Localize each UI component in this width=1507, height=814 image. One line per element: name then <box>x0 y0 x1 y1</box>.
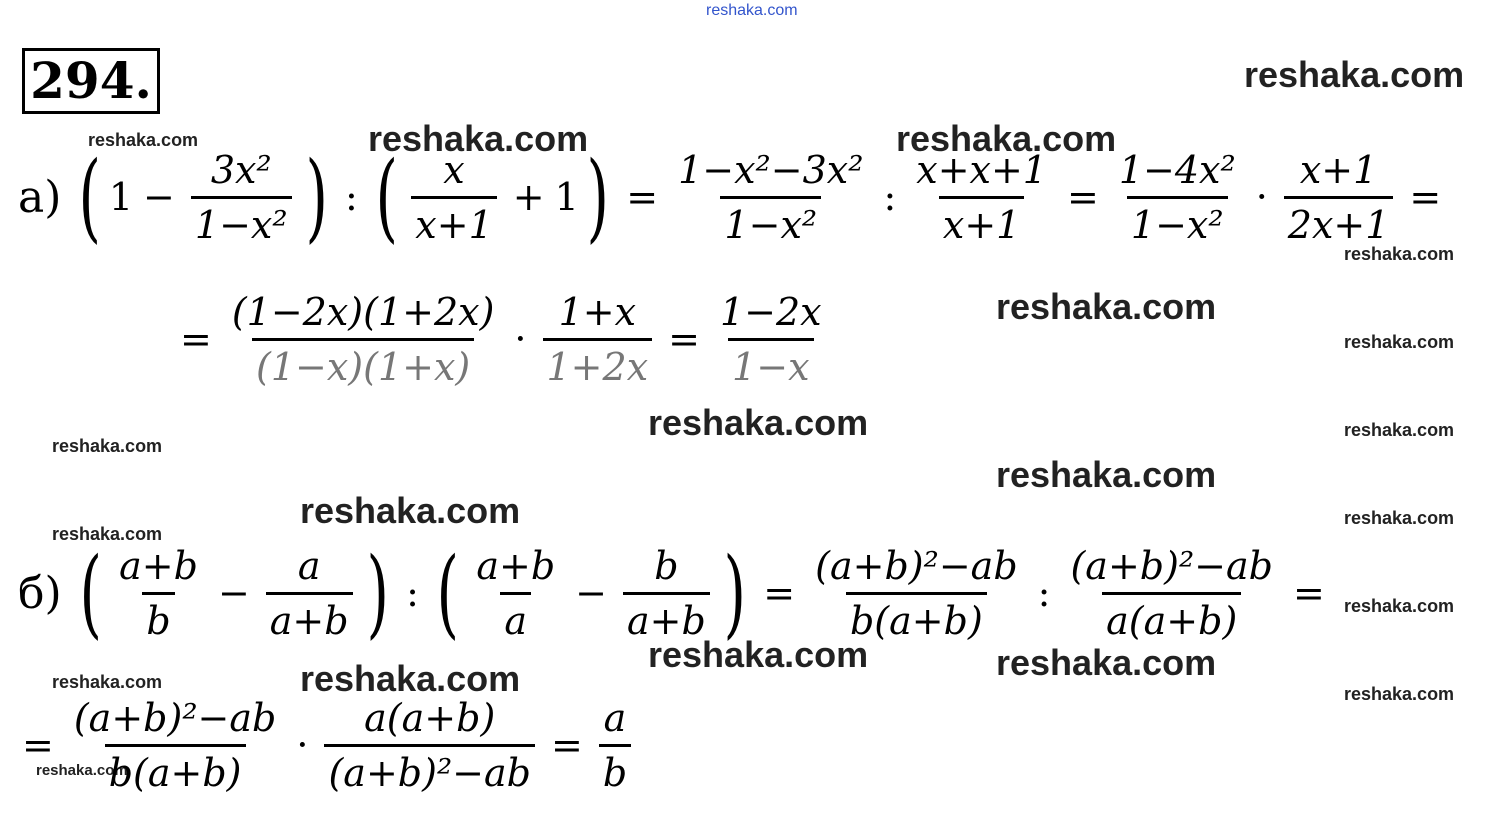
fraction <box>811 544 1022 643</box>
fraction <box>70 696 281 795</box>
numerator: (a+b)²−ab <box>815 543 1018 588</box>
denominator: 2x+1 <box>1284 196 1394 247</box>
fraction <box>599 696 631 795</box>
watermark: reshaka.com <box>648 634 869 675</box>
watermark: reshaka.com <box>896 118 1117 159</box>
plus-sign: + <box>512 175 545 219</box>
fraction <box>912 148 1051 247</box>
fraction <box>411 148 496 247</box>
watermark: reshaka.com <box>1344 684 1455 704</box>
numerator: 1−x²−3x² <box>678 147 864 192</box>
denominator: a <box>500 592 531 643</box>
watermark: reshaka.com <box>300 490 521 531</box>
fraction <box>1284 148 1394 247</box>
numerator: (a+b)²−ab <box>73 695 277 740</box>
equals-sign: = <box>1293 571 1325 615</box>
part-b-label: б) <box>18 567 62 619</box>
denominator: (1−x)(1+x) <box>252 338 474 389</box>
paren-close: ) <box>305 141 328 253</box>
paren-open: ( <box>436 537 459 649</box>
denominator: (a+b)²−ab <box>324 744 535 795</box>
denominator: b(a+b) <box>846 592 987 643</box>
equals-sign: = <box>626 175 659 219</box>
colon-sign: : <box>406 571 419 615</box>
paren-open: ( <box>78 141 102 253</box>
denominator: b <box>142 592 174 643</box>
watermark: reshaka.com <box>996 642 1217 683</box>
numerator: b <box>654 543 679 588</box>
equals-sign: = <box>763 571 796 615</box>
denominator: 1−x² <box>1127 196 1228 247</box>
numerator: x+1 <box>1299 147 1378 192</box>
minus-sign: − <box>575 571 607 615</box>
fraction <box>623 544 710 643</box>
watermark: reshaka.com <box>300 658 521 699</box>
numerator: a <box>603 695 627 740</box>
watermark: reshaka.com <box>88 130 199 150</box>
numerator: 3x² <box>210 147 272 192</box>
fraction <box>543 290 653 389</box>
equation-a-line2 <box>170 284 832 394</box>
denominator: 1−x² <box>720 196 821 247</box>
fraction <box>324 696 535 795</box>
term-one: 1 <box>108 175 134 219</box>
paren-open: ( <box>79 537 102 649</box>
minus-sign: − <box>217 571 250 615</box>
watermark: reshaka.com <box>52 436 163 456</box>
problem-number: 294. <box>22 48 160 114</box>
numerator: 1−2x <box>719 289 822 334</box>
watermark: reshaka.com <box>1344 244 1455 264</box>
numerator: x+x+1 <box>916 147 1047 192</box>
denominator: b <box>599 744 631 795</box>
denominator: 1−x <box>728 338 813 389</box>
minus-sign: − <box>143 175 175 219</box>
paren-open: ( <box>375 141 398 253</box>
fraction <box>115 544 202 643</box>
denominator: x+1 <box>411 196 496 247</box>
equals-sign: = <box>551 723 583 767</box>
watermark: reshaka.com <box>36 762 128 779</box>
numerator: (a+b)²−ab <box>1070 543 1273 588</box>
fraction <box>228 290 499 389</box>
watermark: reshaka.com <box>996 454 1217 495</box>
watermark: reshaka.com <box>368 118 589 159</box>
numerator: a+b <box>476 543 556 588</box>
fraction <box>674 148 867 247</box>
colon-sign: : <box>345 175 358 219</box>
denominator: 1−x² <box>191 196 292 247</box>
dot-sign: · <box>514 317 527 361</box>
watermark: reshaka.com <box>996 286 1217 327</box>
paren-close: ) <box>366 537 389 649</box>
equation-b-line2 <box>12 690 637 800</box>
watermark-top: reshaka.com <box>706 2 798 19</box>
numerator: 1+x <box>558 289 637 334</box>
denominator: b(a+b) <box>105 744 246 795</box>
numerator: x <box>443 147 465 192</box>
denominator: x+1 <box>939 196 1024 247</box>
watermark: reshaka.com <box>1344 332 1455 352</box>
numerator: a(a+b) <box>364 695 496 740</box>
equals-sign: = <box>668 317 700 361</box>
denominator: 1+2x <box>543 338 653 389</box>
paren-close: ) <box>586 141 609 253</box>
numerator: a <box>297 543 321 588</box>
equation-b-line1 <box>18 538 1335 648</box>
numerator: a+b <box>119 543 198 588</box>
part-a-label: а) <box>18 171 62 223</box>
watermark: reshaka.com <box>1244 54 1465 95</box>
equals-sign: = <box>1066 175 1099 219</box>
equals-sign: = <box>180 317 212 361</box>
watermark: reshaka.com <box>52 672 163 692</box>
equals-sign: = <box>1409 175 1442 219</box>
watermark: reshaka.com <box>1344 420 1455 440</box>
watermark: reshaka.com <box>648 402 869 443</box>
watermark: reshaka.com <box>1344 596 1455 616</box>
denominator: a+b <box>623 592 710 643</box>
watermark: reshaka.com <box>1344 508 1455 528</box>
fraction <box>716 290 826 389</box>
equation-a-line1 <box>18 142 1451 252</box>
fraction <box>472 544 559 643</box>
dot-sign: · <box>1255 175 1268 219</box>
term-one: 1 <box>554 175 579 219</box>
numerator: (1−2x)(1+2x) <box>231 289 495 334</box>
fraction <box>1066 544 1277 643</box>
colon-sign: : <box>1037 571 1051 615</box>
paren-close: ) <box>723 537 746 649</box>
numerator: 1−4x² <box>1118 147 1236 192</box>
fraction <box>191 148 292 247</box>
fraction <box>266 544 353 643</box>
denominator: a+b <box>266 592 353 643</box>
equals-sign: = <box>22 723 54 767</box>
colon-sign: : <box>883 175 897 219</box>
denominator: a(a+b) <box>1102 592 1241 643</box>
dot-sign: · <box>296 723 309 767</box>
fraction <box>1115 148 1240 247</box>
watermark: reshaka.com <box>52 524 163 544</box>
